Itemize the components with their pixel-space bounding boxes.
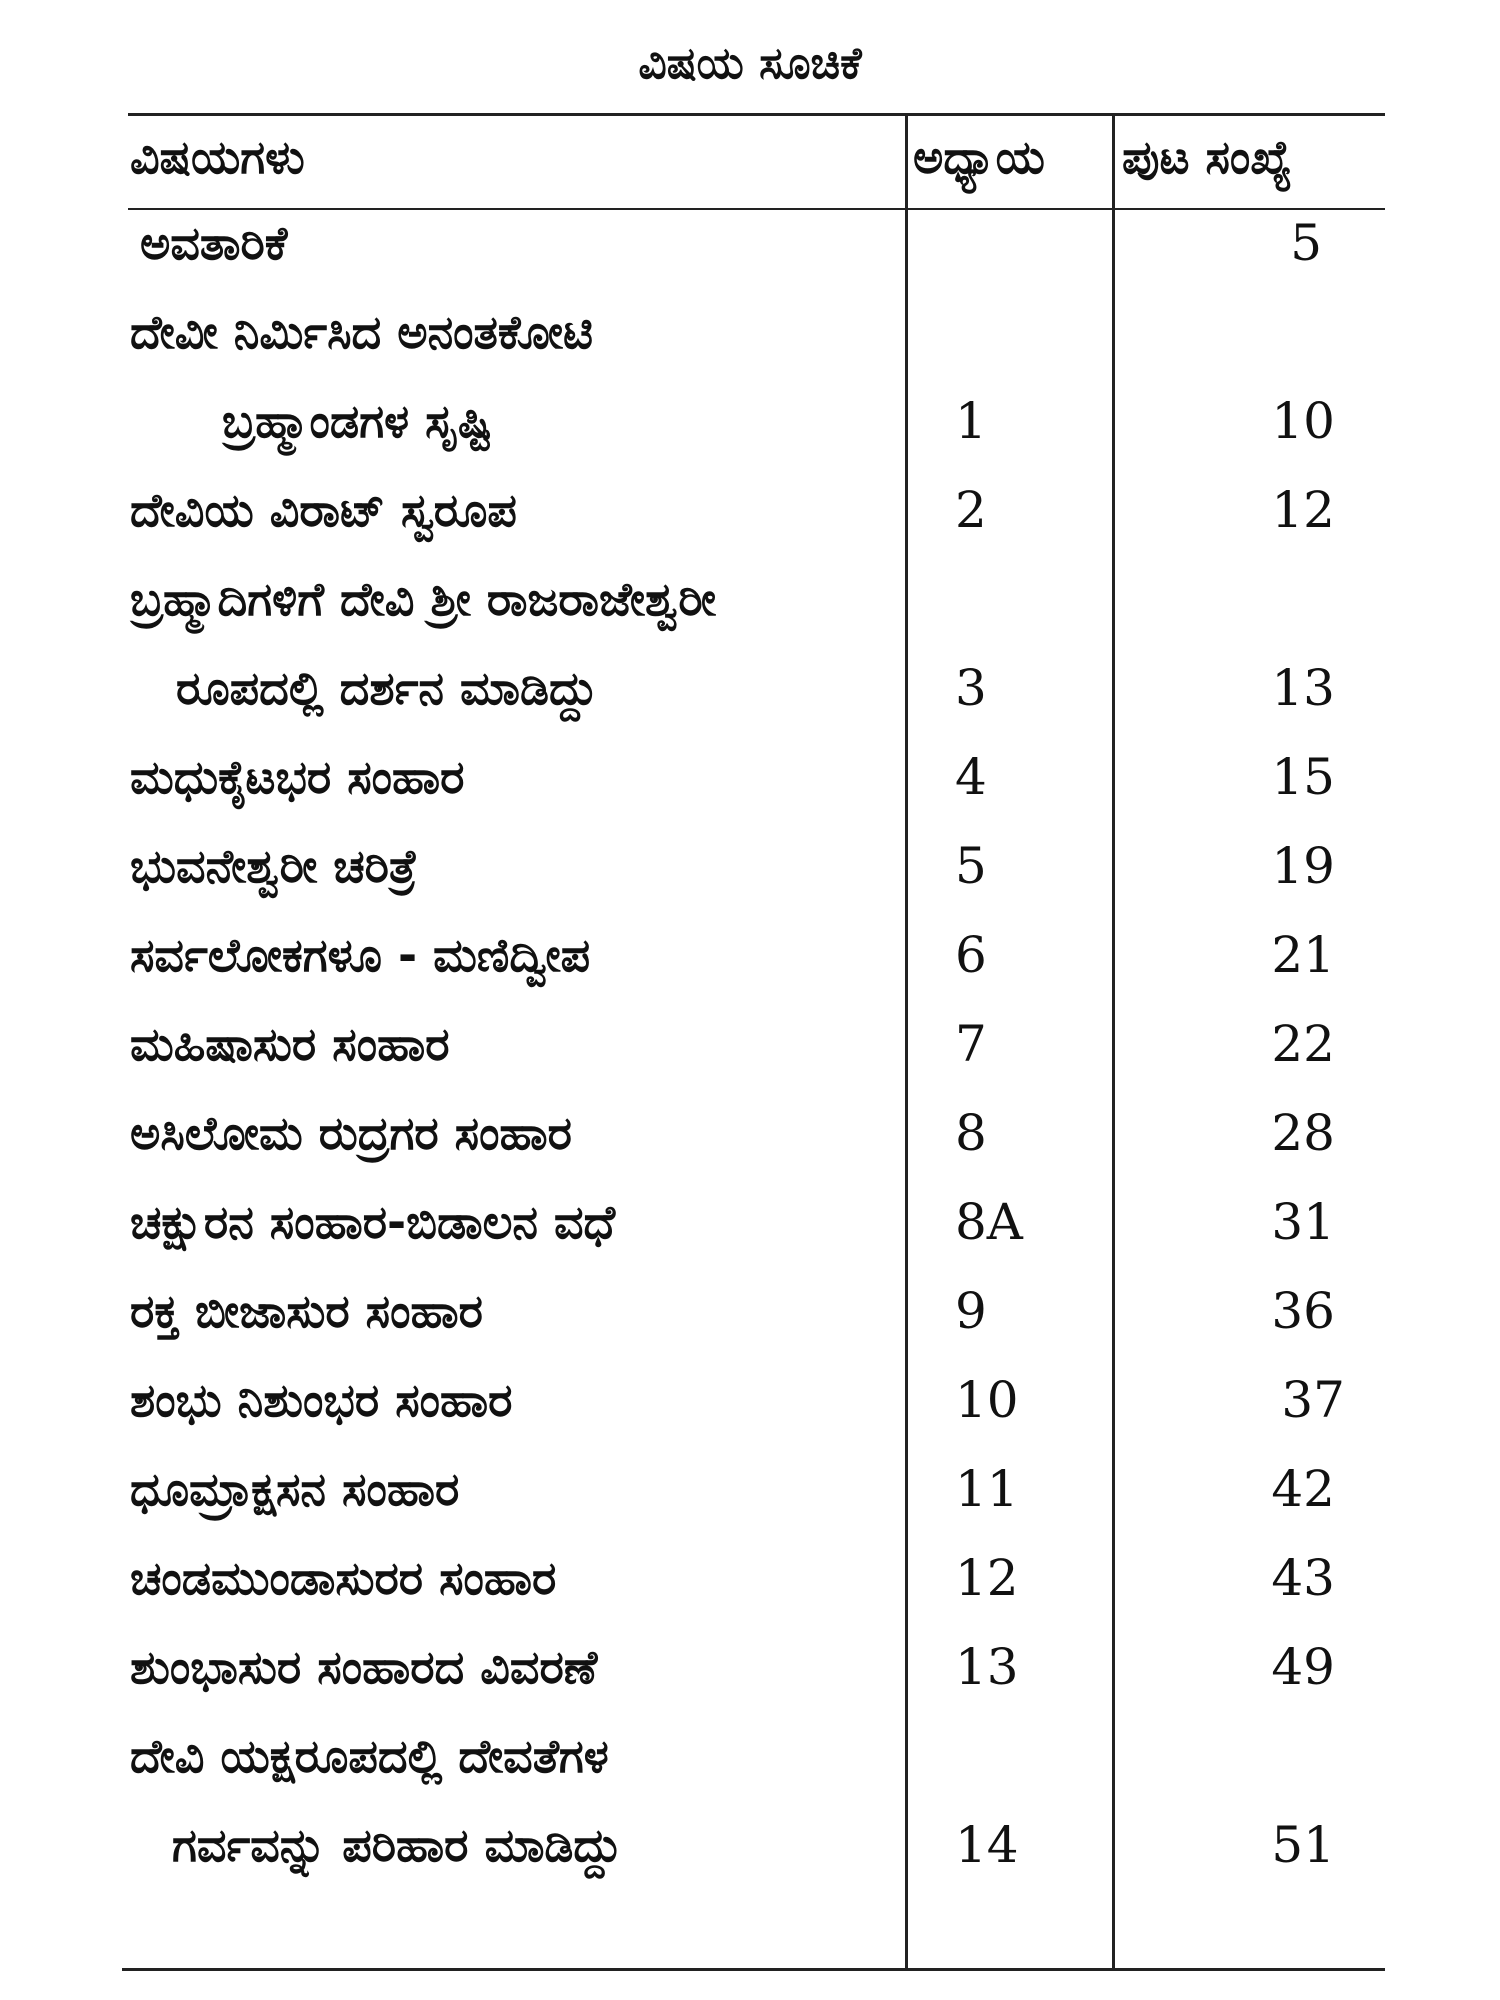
chapter-cell: 4 xyxy=(955,748,987,806)
table-row xyxy=(0,910,1500,1000)
header-page: ಪುಟ ಸಂಖ್ಯೆ xyxy=(1122,130,1292,184)
topic-cell: ಚಂಡಮುಂಡಾಸುರರ ಸಂಹಾರ xyxy=(130,1551,557,1605)
page-cell: 43 xyxy=(1271,1549,1335,1607)
chapter-cell: 2 xyxy=(955,481,987,539)
topic-cell: ಚಕ್ಷುರನ ಸಂಹಾರ-ಬಿಡಾಲನ ವಧೆ xyxy=(130,1195,616,1249)
topic-cell: ಶಂಭು ನಿಶುಂಭರ ಸಂಹಾರ xyxy=(130,1373,513,1427)
page-cell: 28 xyxy=(1271,1104,1335,1162)
chapter-cell: 3 xyxy=(955,659,987,717)
table-row xyxy=(0,554,1500,644)
topic-cell: ಮಧುಕೈಟಭರ ಸಂಹಾರ xyxy=(130,750,465,804)
page-cell: 31 xyxy=(1271,1193,1335,1251)
page-cell: 42 xyxy=(1271,1460,1335,1518)
topic-cell: ದೇವಿಯ ವಿರಾಟ್ ಸ್ವರೂಪ xyxy=(130,483,517,537)
page-cell: 15 xyxy=(1271,748,1335,806)
topic-cell: ದೇವೀ ನಿರ್ಮಿಸಿದ ಅನಂತಕೋಟಿ xyxy=(130,305,594,359)
table-row xyxy=(0,198,1500,288)
table-row xyxy=(0,1533,1500,1623)
header-topics: ವಿಷಯಗಳು xyxy=(130,130,305,184)
topic-cell: ಮಹಿಷಾಸುರ ಸಂಹಾರ xyxy=(130,1017,450,1071)
table-row xyxy=(0,821,1500,911)
chapter-cell: 12 xyxy=(955,1549,1019,1607)
page-cell: 49 xyxy=(1271,1638,1335,1696)
chapter-cell: 7 xyxy=(955,1015,987,1073)
table-row xyxy=(0,1711,1500,1801)
table-row xyxy=(0,1622,1500,1712)
chapter-cell: 8A xyxy=(955,1193,1023,1251)
chapter-cell: 9 xyxy=(955,1282,987,1340)
table-row xyxy=(0,643,1500,733)
table-row xyxy=(0,376,1500,466)
topic-cell: ಬ್ರಹ್ಮಾದಿಗಳಿಗೆ ದೇವಿ ಶ್ರೀ ರಾಜರಾಜೇಶ್ವರೀ xyxy=(130,572,716,626)
table-row xyxy=(0,1177,1500,1267)
topic-cell: ಬ್ರಹ್ಮಾಂಡಗಳ ಸೃಷ್ಟಿ xyxy=(222,394,493,448)
chapter-cell: 10 xyxy=(955,1371,1019,1429)
topic-cell: ಭುವನೇಶ್ವರೀ ಚರಿತ್ರೆ xyxy=(130,839,418,893)
page-cell: 5 xyxy=(1290,214,1322,272)
chapter-cell: 14 xyxy=(955,1816,1019,1874)
table-row xyxy=(0,999,1500,1089)
chapter-cell: 1 xyxy=(955,392,987,450)
topic-cell: ಶುಂಭಾಸುರ ಸಂಹಾರದ ವಿವರಣೆ xyxy=(130,1640,598,1694)
chapter-cell: 11 xyxy=(955,1460,1019,1518)
topic-cell: ಅಸಿಲೋಮ ರುದ್ರಗರ ಸಂಹಾರ xyxy=(130,1106,572,1160)
header-chapter: ಅಧ್ಯಾಯ xyxy=(913,130,1045,184)
table-row xyxy=(0,287,1500,377)
table-row xyxy=(0,1266,1500,1356)
page-cell: 36 xyxy=(1271,1282,1335,1340)
page-title: ವಿಷಯ ಸೂಚಿಕೆ xyxy=(638,38,862,89)
topic-cell: ಅವತಾರಿಕೆ xyxy=(140,216,288,270)
table-row xyxy=(0,465,1500,555)
page-cell: 12 xyxy=(1271,481,1335,539)
page-cell: 22 xyxy=(1271,1015,1335,1073)
topic-cell: ಗರ್ವವನ್ನು ಪರಿಹಾರ ಮಾಡಿದ್ದು xyxy=(172,1818,622,1872)
topic-cell: ದೇವಿ ಯಕ್ಷರೂಪದಲ್ಲಿ ದೇವತೆಗಳ xyxy=(130,1729,609,1783)
table-row xyxy=(0,1444,1500,1534)
page-cell: 51 xyxy=(1271,1816,1335,1874)
page-cell: 37 xyxy=(1281,1371,1345,1429)
chapter-cell: 5 xyxy=(955,837,987,895)
page-cell: 10 xyxy=(1271,392,1335,450)
table-row xyxy=(0,1355,1500,1445)
chapter-cell: 6 xyxy=(955,926,987,984)
page-cell: 19 xyxy=(1271,837,1335,895)
chapter-cell: 8 xyxy=(955,1104,987,1162)
table-row xyxy=(0,732,1500,822)
topic-cell: ಧೂಮ್ರಾಕ್ಷಸನ ಸಂಹಾರ xyxy=(130,1462,460,1516)
table-row xyxy=(0,1800,1500,1890)
table-row xyxy=(0,1088,1500,1178)
topic-cell: ರಕ್ತ ಬೀಜಾಸುರ ಸಂಹಾರ xyxy=(130,1284,483,1338)
page-cell: 21 xyxy=(1271,926,1335,984)
topic-cell: ಸರ್ವಲೋಕಗಳೂ - ಮಣಿದ್ವೀಪ xyxy=(130,928,591,982)
chapter-cell: 13 xyxy=(955,1638,1019,1696)
topic-cell: ರೂಪದಲ್ಲಿ ದರ್ಶನ ಮಾಡಿದ್ದು xyxy=(176,661,598,715)
page-cell: 13 xyxy=(1271,659,1335,717)
